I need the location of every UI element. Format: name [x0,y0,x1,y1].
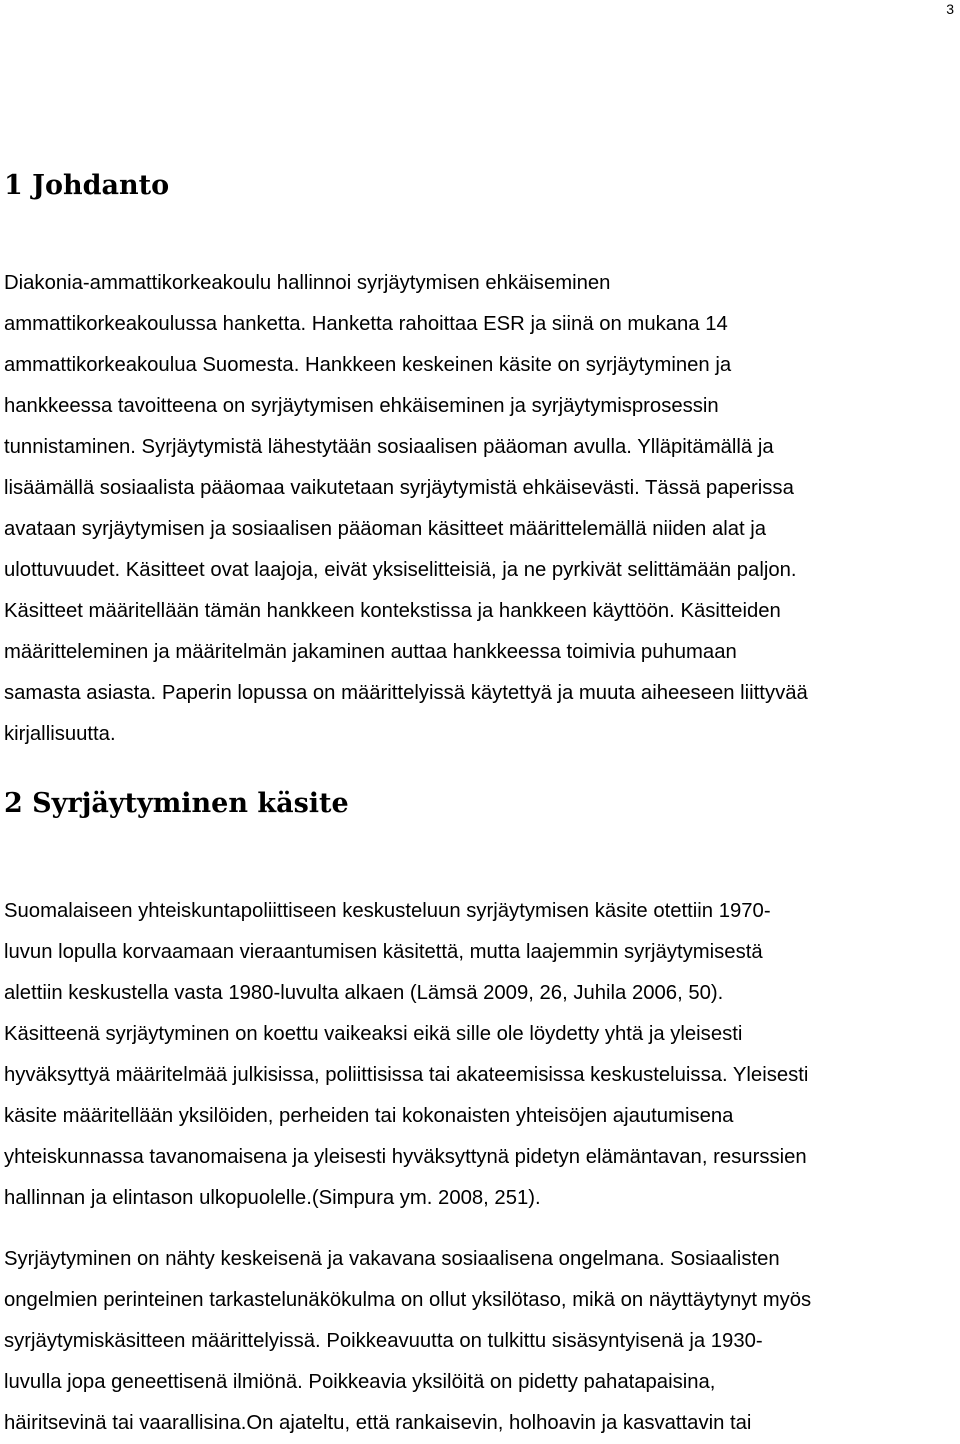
text-line: hankkeessa tavoitteena on syrjäytymisen ehkäiseminen ja syrjäytymisprosessin [4,395,719,417]
text-line: häiritsevinä tai vaarallisina.On ajateltu, että rankaisevin, holhoavin ja kasvattavin tai [4,1412,752,1434]
paragraph-johdanto [4,263,808,755]
text-line: ammattikorkeakoulussa hanketta. Hanketta rahoittaa ESR ja siinä on mukana 14 [4,313,728,335]
text-line: lisäämällä sosiaalista pääomaa vaikutetaan syrjäytymistä ehkäisevästi. Tässä paperissa [4,477,794,499]
text-line: ammattikorkeakoulua Suomesta. Hankkeen keskeinen käsite on syrjäytyminen ja [4,354,732,376]
page-number: 3 [946,1,954,17]
section-heading-johdanto: 1 Johdanto [4,170,170,201]
text-line: luvulla jopa geneettisenä ilmiönä. Poikkeavia yksilöitä on pidetty pahatapaisina, [4,1371,716,1393]
text-line: syrjäytymiskäsitteen määrittelyissä. Poikkeavuutta on tulkittu sisäsyntyisenä ja 1930- [4,1330,763,1352]
paragraph-syrjaytyminen-1 [4,891,808,1219]
text-line: käsite määritellään yksilöiden, perheiden tai kokonaisten yhteisöjen ajautumisena [4,1105,734,1127]
text-line: Käsitteet määritellään tämän hankkeen kontekstissa ja hankkeen käyttöön. Käsitteiden [4,600,781,622]
text-line: samasta asiasta. Paperin lopussa on määrittelyissä käytettyä ja muuta aiheeseen liittyvää [4,682,808,704]
text-line: määritteleminen ja määritelmän jakaminen auttaa hankkeessa toimivia puhumaan [4,641,737,663]
text-line: hallinnan ja elintason ulkopuolelle.(Simpura ym. 2008, 251). [4,1187,541,1209]
section-heading-syrjaytyminen: 2 Syrjäytyminen käsite [4,788,349,819]
text-line: alettiin keskustella vasta 1980-luvulta alkaen (Lämsä 2009, 26, Juhila 2006, 50). [4,982,724,1004]
text-line: kirjallisuutta. [4,723,116,745]
text-line: Suomalaiseen yhteiskuntapoliittiseen keskusteluun syrjäytymisen käsite otettiin 1970- [4,900,771,922]
text-line: ongelmien perinteinen tarkastelunäkökulma on ollut yksilötaso, mikä on näyttäytynyt myös [4,1289,812,1311]
text-line: hyväksyttyä määritelmää julkisissa, poliittisissa tai akateemisissa keskusteluissa. Yleisesti [4,1064,809,1086]
text-line: Käsitteenä syrjäytyminen on koettu vaikeaksi eikä sille ole löydetty yhtä ja yleisesti [4,1023,743,1045]
text-line: ulottuvuudet. Käsitteet ovat laajoja, eivät yksiselitteisiä, ja ne pyrkivät selittämään paljon. [4,559,797,581]
text-line: Diakonia-ammattikorkeakoulu hallinnoi syrjäytymisen ehkäiseminen [4,272,611,294]
text-line: luvun lopulla korvaamaan vieraantumisen käsitettä, mutta laajemmin syrjäytymisestä [4,941,763,963]
text-line: yhteiskunnassa tavanomaisena ja yleisesti hyväksyttynä pidetyn elämäntavan, resurssien [4,1146,807,1168]
paragraph-syrjaytyminen-2 [4,1239,811,1444]
text-line: tunnistaminen. Syrjäytymistä lähestytään sosiaalisen pääoman avulla. Ylläpitämällä ja [4,436,774,458]
text-line: Syrjäytyminen on nähty keskeisenä ja vakavana sosiaalisena ongelmana. Sosiaalisten [4,1248,780,1270]
text-line: avataan syrjäytymisen ja sosiaalisen pääoman käsitteet määrittelemällä niiden alat ja [4,518,767,540]
